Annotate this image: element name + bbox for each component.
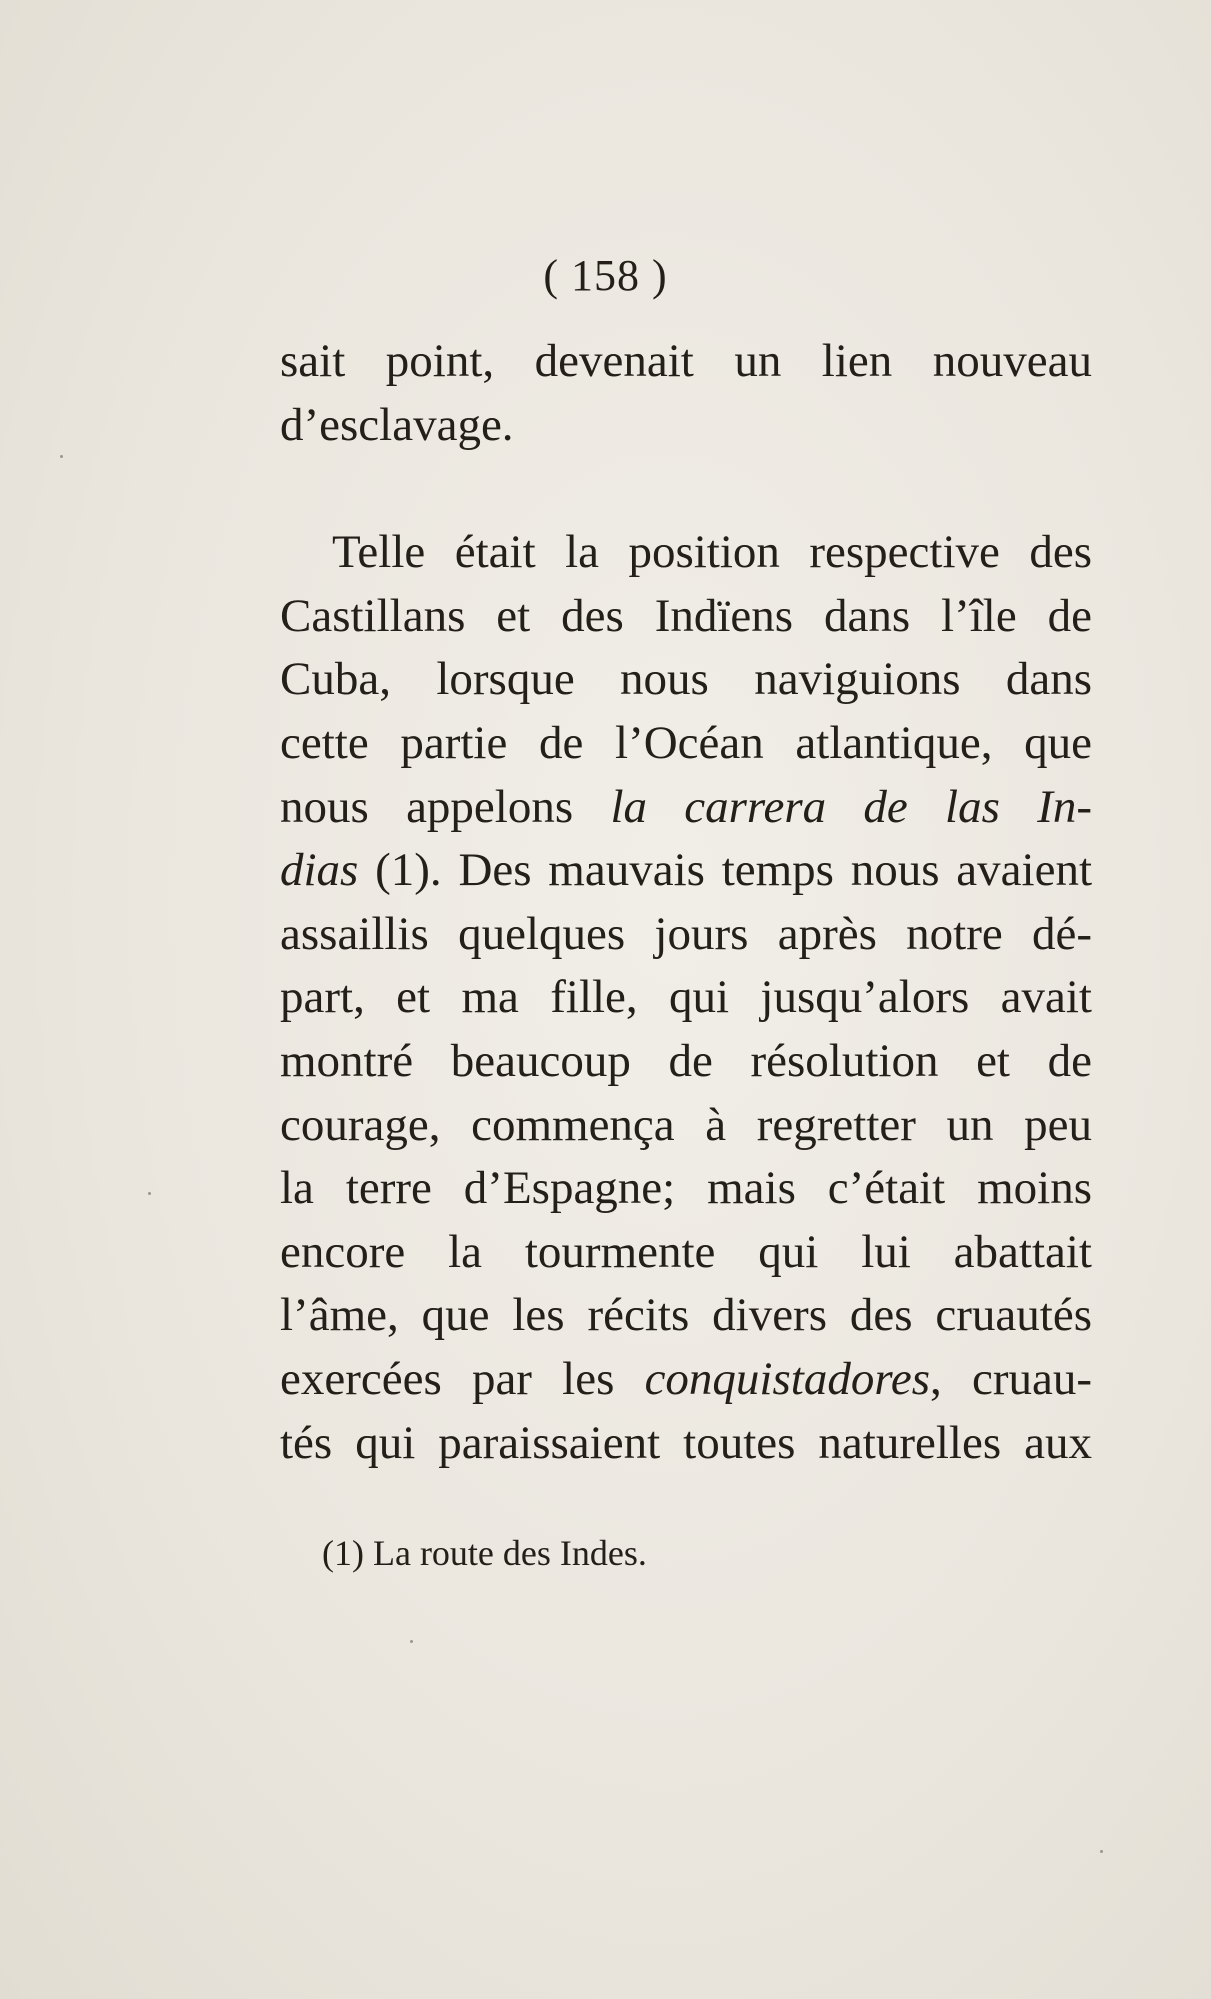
text-line: la terre d’Espagne; mais c’était moins	[280, 1162, 1092, 1215]
paper-speck	[410, 1640, 413, 1643]
text-line: d’esclavage.	[280, 398, 514, 451]
text-line: Telle était la position respective des	[332, 526, 1092, 579]
paper-speck	[1100, 1850, 1103, 1853]
paragraph-gap	[280, 457, 1092, 521]
text-line	[280, 776, 1092, 840]
text-line: part, et ma fille, qui jusqu’alors avait	[280, 971, 1092, 1024]
text-line	[280, 1348, 1092, 1412]
italic-text: conquistadores	[644, 1352, 931, 1405]
text-line: cette partie de l’Océan atlantique, que	[280, 716, 1092, 769]
text-line: assaillis quelques jours après notre dé-	[280, 907, 1092, 960]
text-line: tés qui paraissaient toutes naturelles aux	[280, 1416, 1092, 1469]
text-line: Cuba, lorsque nous naviguions dans	[280, 653, 1092, 706]
text-run: exercées par les	[280, 1352, 645, 1405]
text-run: , cruau-	[930, 1352, 1093, 1405]
text-line: courage, commença à regretter un peu	[280, 1098, 1092, 1151]
text-line: Castillans et des Indïens dans l’île de	[280, 589, 1092, 642]
text-line: l’âme, que les récits divers des cruautés	[280, 1289, 1092, 1342]
text-line: montré beaucoup de résolution et de	[280, 1034, 1092, 1087]
page-number: ( 158 )	[543, 251, 668, 300]
text-line: sait point, devenait un lien nouveau	[280, 335, 1092, 387]
text-line: encore la tourmente qui lui abattait	[280, 1225, 1092, 1278]
text-run: nous appelons	[280, 780, 611, 833]
italic-text: dias	[280, 844, 359, 897]
body-text	[280, 330, 1092, 1475]
text-line	[280, 839, 1092, 903]
paper-speck	[60, 455, 63, 458]
italic-text: la carrera de las In-	[610, 780, 1092, 833]
paper-speck	[148, 1192, 151, 1195]
footnote: (1) La route des Indes.	[322, 1533, 647, 1573]
text-run: (1). Des mauvais temps nous avaient	[358, 844, 1092, 897]
